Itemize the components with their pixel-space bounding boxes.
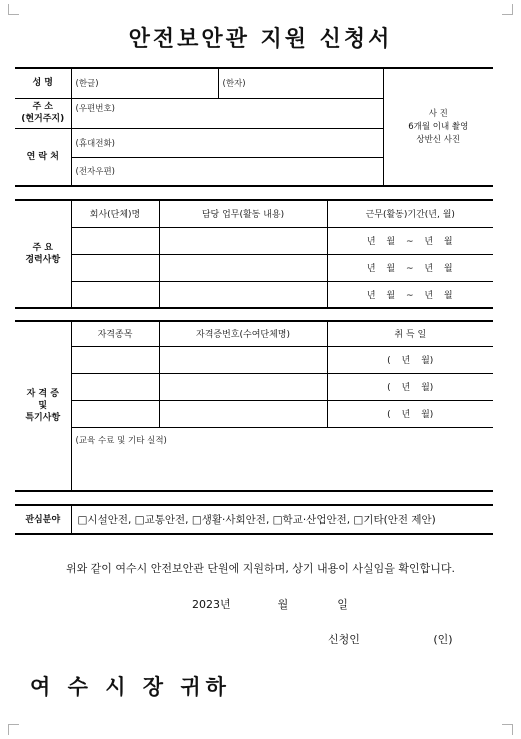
corner-mark-bottom-right (502, 724, 513, 735)
corner-mark-bottom-left (8, 724, 19, 735)
confirmation-statement: 위와 같이 여수시 안전보안관 단원에 지원하며, 상기 내용이 사실임을 확인합니다. (65, 562, 456, 575)
career-company-cell[interactable] (71, 227, 159, 254)
qualification-type-cell[interactable] (71, 373, 159, 400)
name-hangul-field[interactable]: (한글) (71, 68, 218, 98)
career-company-cell[interactable] (71, 281, 159, 308)
interest-label: 관심분야 (15, 505, 71, 534)
career-period-cell[interactable]: 년 월 ~ 년 월 (327, 281, 493, 308)
qualification-type-cell[interactable] (71, 400, 159, 427)
career-period-cell[interactable]: 년 월 ~ 년 월 (327, 227, 493, 254)
contact-label: 연 락 처 (15, 128, 71, 186)
career-label-line2: 경력사항 (25, 255, 61, 265)
address-field[interactable]: (우편번호) (71, 98, 383, 128)
email-field[interactable]: (전자우편) (71, 157, 383, 186)
corner-mark-top-right (502, 4, 513, 15)
qualification-label-line1: 자 격 증 (26, 389, 59, 399)
name-hanja-field[interactable]: (한자) (218, 68, 383, 98)
qualification-label-line2: 및 (38, 401, 48, 411)
career-duty-cell[interactable] (159, 281, 327, 308)
education-notes-field[interactable]: (교육 수료 및 기타 실적) (71, 427, 493, 491)
career-header-period: 근무(활동)기간(년, 월) (327, 200, 493, 227)
qualification-number-cell[interactable] (159, 373, 327, 400)
address-sublabel: (현거주지) (21, 114, 65, 124)
photo-box[interactable] (383, 68, 493, 186)
qualification-number-cell[interactable] (159, 400, 327, 427)
date-month: 월 (277, 598, 289, 611)
career-header-company: 회사(단체)명 (71, 200, 159, 227)
qualification-date-cell[interactable]: ( 년 월) (327, 373, 493, 400)
qualification-number-cell[interactable] (159, 346, 327, 373)
applicant-line (328, 631, 453, 647)
address-label-text: 주 소 (32, 102, 54, 112)
seal-mark[interactable]: (인) (433, 633, 453, 646)
qualifications-table (15, 320, 493, 492)
qualification-label-line3: 특기사항 (25, 413, 61, 423)
qualification-header-date: 취 득 일 (327, 321, 493, 346)
photo-line-3: 상반신 사진 (416, 134, 461, 145)
career-duty-cell[interactable] (159, 254, 327, 281)
career-company-cell[interactable] (71, 254, 159, 281)
career-duty-cell[interactable] (159, 227, 327, 254)
career-label (15, 200, 71, 308)
date-day: 일 (337, 598, 348, 611)
form-title: 안전보안관 지원 신청서 (128, 26, 393, 52)
qualification-type-cell[interactable] (71, 346, 159, 373)
addressee: 여 수 시 장 귀하 (30, 674, 231, 699)
applicant-label: 신청인 (328, 633, 360, 646)
photo-line-1: 사 진 (428, 108, 448, 119)
qualification-date-cell[interactable]: ( 년 월) (327, 400, 493, 427)
interest-table (15, 504, 493, 535)
date-line (192, 596, 348, 612)
career-label-line1: 주 요 (32, 243, 54, 253)
address-label (15, 98, 71, 128)
corner-mark-top-left (8, 4, 19, 15)
qualification-date-cell[interactable]: ( 년 월) (327, 346, 493, 373)
photo-line-2: 6개월 이내 촬영 (408, 121, 469, 132)
career-table (15, 199, 493, 309)
personal-info-table (15, 67, 493, 187)
qualification-header-type: 자격종목 (71, 321, 159, 346)
mobile-field[interactable]: (휴대전화) (71, 128, 383, 157)
career-header-duty: 담당 업무(활동 내용) (159, 200, 327, 227)
qualification-header-number: 자격증번호(수여단체명) (159, 321, 327, 346)
name-label: 성 명 (15, 68, 71, 98)
interest-options[interactable]: □시설안전, □교통안전, □생활·사회안전, □학교·산업안전, □기타(안전 제안) (71, 505, 493, 534)
date-year: 2023년 (192, 598, 231, 611)
career-period-cell[interactable]: 년 월 ~ 년 월 (327, 254, 493, 281)
qualification-label (15, 321, 71, 491)
